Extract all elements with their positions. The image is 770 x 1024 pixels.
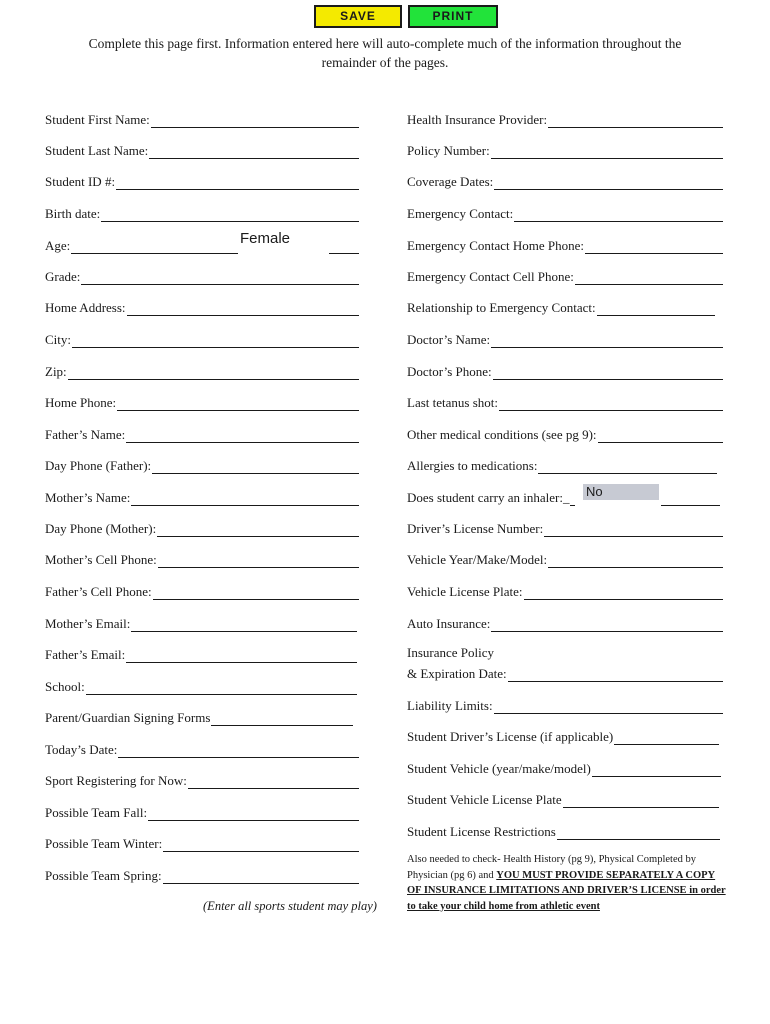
home-address-label: Home Address: [45, 300, 126, 315]
field-line[interactable] [81, 270, 359, 285]
emergency-contact-label: Emergency Contact: [407, 206, 514, 221]
last-tetanus-shot-label: Last tetanus shot: [407, 395, 498, 410]
relationship-to-emergency-contact-field[interactable] [407, 298, 715, 316]
birth-date-field[interactable] [45, 204, 359, 222]
field-line[interactable] [163, 869, 359, 884]
other-medical-conditions-see-pg-9-field[interactable] [407, 425, 723, 443]
health-insurance-provider-label: Health Insurance Provider: [407, 112, 548, 127]
field-line[interactable] [661, 491, 720, 506]
field-line[interactable] [499, 396, 723, 411]
emergency-contact-home-phone-field[interactable] [407, 236, 723, 254]
field-line[interactable] [548, 553, 723, 568]
field-line[interactable] [116, 175, 359, 190]
field-line[interactable] [149, 144, 359, 159]
student-last-name-field[interactable] [45, 141, 359, 159]
student-id-label: Student ID #: [45, 174, 116, 189]
student-license-restrictions-field[interactable] [407, 822, 720, 840]
field-line[interactable] [163, 837, 359, 852]
inhaler-trailing-line[interactable] [660, 488, 720, 506]
student-first-name-label: Student First Name: [45, 112, 150, 127]
field-line[interactable] [86, 680, 357, 695]
vehicle-year-make-model-field[interactable] [407, 550, 723, 568]
does-student-carry-an-inhaler-field[interactable] [407, 488, 575, 506]
mother-s-cell-phone-field[interactable] [45, 550, 359, 568]
school-field[interactable] [45, 677, 357, 695]
coverage-dates-label: Coverage Dates: [407, 174, 494, 189]
coverage-dates-field[interactable] [407, 172, 723, 190]
field-line[interactable] [598, 428, 723, 443]
field-line[interactable] [157, 522, 359, 537]
student-vehicle-license-plate-label: Student Vehicle License Plate [407, 792, 562, 807]
field-line[interactable] [493, 365, 723, 380]
field-line[interactable] [151, 113, 359, 128]
does-student-carry-an-inhaler-label: Does student carry an inhaler:_ [407, 490, 570, 505]
grade-field[interactable] [45, 267, 359, 285]
field-line[interactable] [548, 113, 723, 128]
field-line[interactable] [538, 459, 717, 474]
insurance-expiration-field[interactable] [407, 664, 723, 682]
parent-guardian-signing-forms-label: Parent/Guardian Signing Forms [45, 710, 211, 725]
save-button[interactable]: SAVE [314, 5, 402, 28]
possible-team-winter-label: Possible Team Winter: [45, 836, 163, 851]
student-id-field[interactable] [45, 172, 359, 190]
father-s-email-field[interactable] [45, 645, 357, 663]
student-license-restrictions-label: Student License Restrictions [407, 824, 556, 839]
home-phone-label: Home Phone: [45, 395, 117, 410]
driver-s-license-number-label: Driver’s License Number: [407, 521, 544, 536]
father-s-name-field[interactable] [45, 425, 359, 443]
field-line[interactable] [127, 301, 359, 316]
doctor-s-name-label: Doctor’s Name: [407, 332, 491, 347]
liability-limits-label: Liability Limits: [407, 698, 493, 713]
field-line[interactable] [126, 648, 357, 663]
father-s-cell-phone-field[interactable] [45, 582, 359, 600]
print-button[interactable]: PRINT [408, 5, 498, 28]
field-line[interactable] [575, 270, 723, 285]
field-line[interactable] [153, 585, 359, 600]
field-line[interactable] [557, 825, 720, 840]
field-line[interactable] [158, 553, 359, 568]
driver-s-license-number-field[interactable] [407, 519, 723, 537]
father-s-cell-phone-label: Father’s Cell Phone: [45, 584, 152, 599]
emergency-contact-field[interactable] [407, 204, 723, 222]
age-extra-line[interactable] [328, 236, 359, 254]
grade-label: Grade: [45, 269, 81, 284]
day-phone-mother-label: Day Phone (Mother): [45, 521, 157, 536]
student-first-name-field[interactable] [45, 110, 359, 128]
policy-number-field[interactable] [407, 141, 723, 159]
school-label: School: [45, 679, 85, 694]
field-line[interactable] [597, 301, 715, 316]
city-field[interactable] [45, 330, 359, 348]
mother-s-email-field[interactable] [45, 614, 357, 632]
field-line[interactable] [592, 762, 721, 777]
student-last-name-label: Student Last Name: [45, 143, 149, 158]
field-line[interactable] [68, 365, 359, 380]
note-plain-text: Also needed to check- Health History (pg 9), Physical Completed by Physician (pg 6) and [407, 854, 696, 881]
field-line[interactable] [211, 711, 353, 726]
emergency-contact-home-phone-label: Emergency Contact Home Phone: [407, 238, 585, 253]
relationship-to-emergency-contact-label: Relationship to Emergency Contact: [407, 300, 596, 315]
enter-all-sports-note: (Enter all sports student may play) [203, 899, 377, 913]
field-line[interactable] [563, 793, 719, 808]
field-line[interactable] [131, 617, 357, 632]
zip-field[interactable] [45, 362, 359, 380]
zip-label: Zip: [45, 364, 67, 379]
gender-value[interactable]: Female [240, 230, 291, 247]
field-line[interactable] [570, 491, 575, 506]
mother-s-email-label: Mother’s Email: [45, 616, 131, 631]
insurance-expiration-label: & Expiration Date: [407, 666, 507, 681]
health-insurance-provider-field[interactable] [407, 110, 723, 128]
auto-insurance-field[interactable] [407, 614, 723, 632]
field-line[interactable] [126, 428, 359, 443]
vehicle-license-plate-label: Vehicle License Plate: [407, 584, 523, 599]
emergency-contact-cell-phone-field[interactable] [407, 267, 723, 285]
field-line[interactable] [101, 207, 359, 222]
home-phone-field[interactable] [45, 393, 359, 411]
possible-team-spring-field[interactable] [45, 866, 359, 884]
doctor-s-phone-field[interactable] [407, 362, 723, 380]
auto-insurance-label: Auto Insurance: [407, 616, 491, 631]
field-line[interactable] [494, 699, 723, 714]
student-vehicle-year-make-model-label: Student Vehicle (year/make/model) [407, 761, 591, 776]
city-label: City: [45, 332, 72, 347]
today-s-date-field[interactable] [45, 740, 359, 758]
intro-text: Complete this page first. Information entered here will auto-complete much of the information throughout the remainder of the pages. [88, 36, 682, 70]
possible-team-fall-label: Possible Team Fall: [45, 805, 148, 820]
field-line[interactable] [585, 239, 723, 254]
student-driver-s-license-if-applicable-label: Student Driver’s License (if applicable) [407, 729, 614, 744]
field-line[interactable] [494, 175, 723, 190]
today-s-date-label: Today’s Date: [45, 742, 118, 757]
field-line[interactable] [491, 144, 723, 159]
emergency-contact-cell-phone-label: Emergency Contact Cell Phone: [407, 269, 574, 284]
day-phone-father-field[interactable] [45, 456, 359, 474]
vehicle-license-plate-field[interactable] [407, 582, 723, 600]
doctor-s-name-field[interactable] [407, 330, 723, 348]
field-line[interactable] [118, 743, 359, 758]
sport-registering-for-now-label: Sport Registering for Now: [45, 773, 187, 788]
student-vehicle-year-make-model-field[interactable] [407, 759, 721, 777]
possible-team-fall-field[interactable] [45, 803, 359, 821]
birth-date-label: Birth date: [45, 206, 101, 221]
field-line[interactable] [117, 396, 359, 411]
day-phone-mother-field[interactable] [45, 519, 359, 537]
field-line[interactable] [491, 333, 723, 348]
mother-s-name-field[interactable] [45, 488, 359, 506]
field-line[interactable] [508, 667, 723, 682]
field-line[interactable] [614, 730, 719, 745]
student-driver-s-license-if-applicable-field[interactable] [407, 727, 719, 745]
field-line[interactable] [72, 333, 359, 348]
student-vehicle-license-plate-field[interactable] [407, 790, 719, 808]
field-line[interactable] [131, 491, 359, 506]
insurance-policy-label: Insurance Policy [407, 645, 495, 660]
possible-team-winter-field[interactable] [45, 834, 359, 852]
father-s-name-label: Father’s Name: [45, 427, 126, 442]
day-phone-father-label: Day Phone (Father): [45, 458, 152, 473]
field-line[interactable] [71, 239, 238, 254]
note-bold-text: YOU MUST PROVIDE SEPARATELY A COPY OF INSURANCE LIMITATIONS AND DRIVER’S LICENSE in order to take your child home from athletic event [407, 869, 726, 912]
field-line[interactable] [152, 459, 359, 474]
field-line[interactable] [544, 522, 723, 537]
doctor-s-phone-label: Doctor’s Phone: [407, 364, 492, 379]
age-field[interactable] [45, 236, 238, 254]
field-line[interactable] [188, 774, 359, 789]
vehicle-year-make-model-label: Vehicle Year/Make/Model: [407, 552, 548, 567]
home-address-field[interactable] [45, 298, 359, 316]
last-tetanus-shot-field[interactable] [407, 393, 723, 411]
mother-s-cell-phone-label: Mother’s Cell Phone: [45, 552, 157, 567]
policy-number-label: Policy Number: [407, 143, 490, 158]
parent-guardian-signing-forms-field[interactable] [45, 708, 353, 726]
field-line[interactable] [514, 207, 723, 222]
field-line[interactable] [148, 806, 359, 821]
father-s-email-label: Father’s Email: [45, 647, 126, 662]
possible-team-spring-label: Possible Team Spring: [45, 868, 162, 883]
mother-s-name-label: Mother’s Name: [45, 490, 131, 505]
field-line[interactable] [524, 585, 723, 600]
allergies-to-medications-field[interactable] [407, 456, 717, 474]
field-line[interactable] [491, 617, 723, 632]
sport-registering-for-now-field[interactable] [45, 771, 359, 789]
other-medical-conditions-see-pg-9-label: Other medical conditions (see pg 9): [407, 427, 597, 442]
liability-limits-field[interactable] [407, 696, 723, 714]
age-label: Age: [45, 238, 71, 253]
allergies-to-medications-label: Allergies to medications: [407, 458, 538, 473]
inhaler-select[interactable]: No [583, 484, 659, 500]
